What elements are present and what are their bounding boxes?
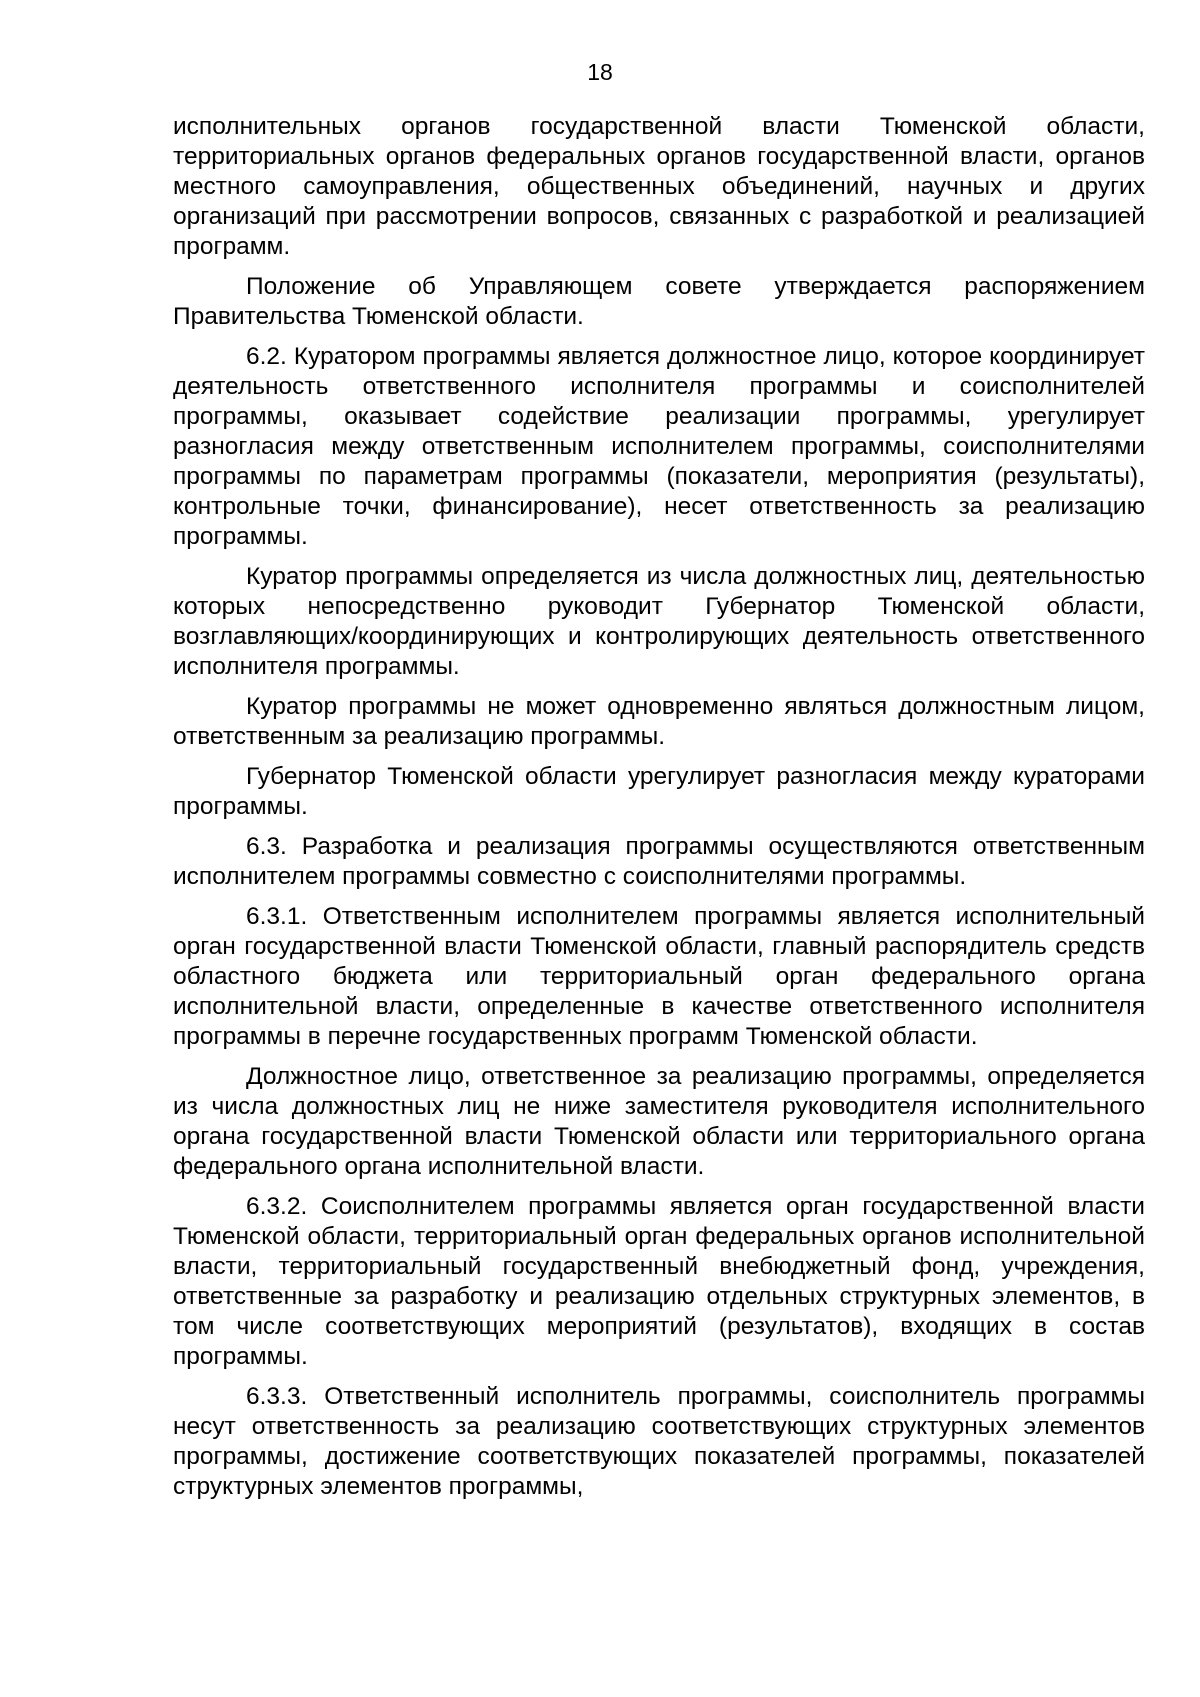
paragraph-governing-council: Положение об Управляющем совете утверждается распоряжением Правительства Тюменской области. (173, 273, 1145, 330)
paragraph-responsible-official: Должностное лицо, ответственное за реализацию программы, определяется из числа должностных лиц не ниже заместителя руководителя исполнительного органа государственной власти Тюменской области или территориального органа федерального органа исполнительной власти. (173, 1063, 1145, 1180)
paragraph-curator-selection: Куратор программы определяется из числа должностных лиц, деятельностью которых непосредственно руководит Губернатор Тюменской области, возглавляющих/координирующих и контролирующих деятельность ответственного исполнителя программы. (173, 563, 1145, 680)
paragraph-6-3-2: 6.3.2. Соисполнителем программы является орган государственной власти Тюменской области, территориальный орган федеральных органов исполнительной власти, территориальный государственный внебюджетный фонд, учреждения, ответственные за разработку и реализацию отдельных структурных элементов, в том числе соответствующих мероприятий (результатов), входящих в состав программы. (173, 1193, 1145, 1370)
paragraph-curator-restriction: Куратор программы не может одновременно являться должностным лицом, ответственным за реализацию программы. (173, 693, 1145, 750)
paragraph-continuation: исполнительных органов государственной власти Тюменской области, территориальных органов федеральных органов государственной власти, органов местного самоуправления, общественных объединений, научных и других организаций при рассмотрении вопросов, связанных с разработкой и реализацией программ. (173, 113, 1145, 260)
paragraph-6-3-1: 6.3.1. Ответственным исполнителем программы является исполнительный орган государственной власти Тюменской области, главный распорядитель средств областного бюджета или территориальный орган федерального органа исполнительной власти, определенные в качестве ответственного исполнителя программы в перечне государственных программ Тюменской области. (173, 903, 1145, 1050)
document-body (173, 112, 1145, 1502)
page-number: 18 (587, 59, 613, 85)
paragraph-6-2-curator: 6.2. Куратором программы является должностное лицо, которое координирует деятельность ответственного исполнителя программы и соисполнителей программы, оказывает содействие реализации программы, урегулирует разногласия между ответственным исполнителем программы, соисполнителями программы по параметрам программы (показатели, мероприятия (результаты), контрольные точки, финансирование), несет ответственность за реализацию программы. (173, 343, 1145, 550)
paragraph-6-3-3: 6.3.3. Ответственный исполнитель программы, соисполнитель программы несут ответственность за реализацию соответствующих структурных элементов программы, достижение соответствующих показателей программы, показателей структурных элементов программы, (173, 1383, 1145, 1500)
paragraph-governor-disputes: Губернатор Тюменской области урегулирует разногласия между кураторами программы. (173, 763, 1145, 820)
paragraph-6-3: 6.3. Разработка и реализация программы осуществляются ответственным исполнителем программы совместно с соисполнителями программы. (173, 833, 1145, 890)
